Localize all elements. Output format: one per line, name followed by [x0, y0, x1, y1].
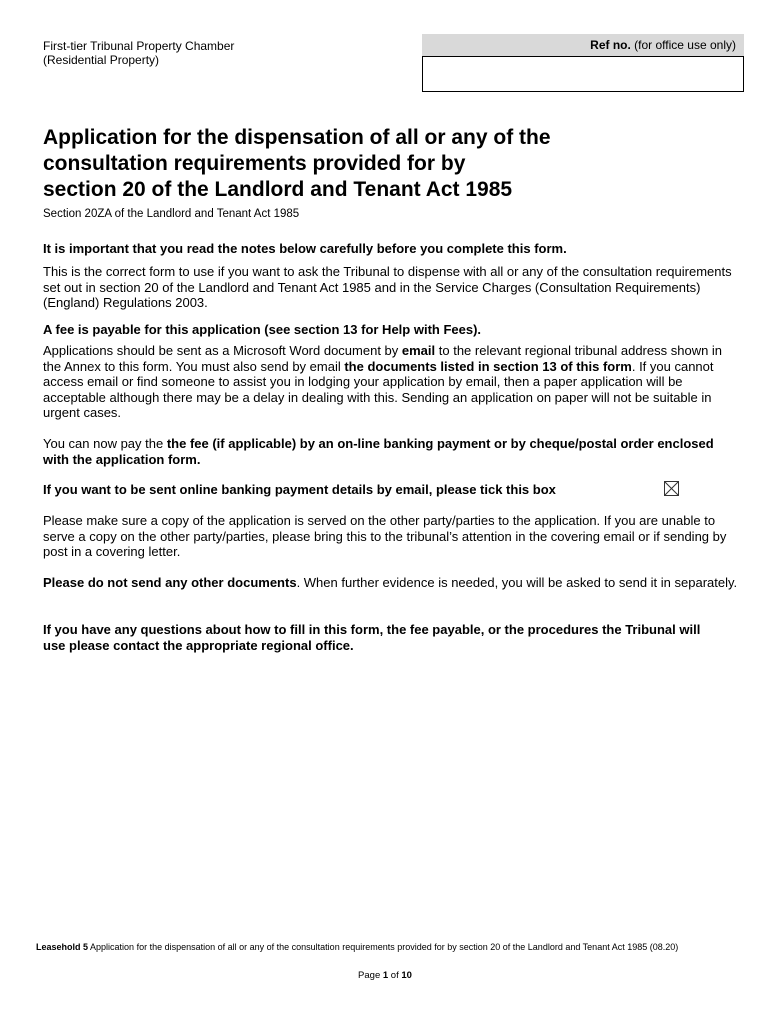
- subtitle: Section 20ZA of the Landlord and Tenant Act 1985: [43, 208, 300, 220]
- page-title: [43, 125, 683, 203]
- ref-no-header: [422, 34, 744, 56]
- questions-paragraph: If you have any questions about how to fill in this form, the fee payable, or the procedures the Tribunal will use please contact the appropriate regional office.: [43, 622, 701, 653]
- no-other-documents-paragraph: Please do not send any other documents. When further evidence is needed, you will be asked to send it in separately.: [43, 575, 738, 590]
- ref-no-note: (for office use only): [630, 38, 736, 52]
- online-banking-checkbox[interactable]: [664, 481, 679, 496]
- page-number: Page 1 of 10: [358, 970, 412, 981]
- correct-form-paragraph: This is the correct form to use if you want to ask the Tribunal to dispense with all or any of the consultation requirements set out in section 20 of the Landlord and Tenant Act 1985 and in the Service Charges (Consultation Requirements)(England) Regulations 2003.: [43, 264, 732, 310]
- title-line2: consultation requirements provided for by: [43, 152, 466, 175]
- ref-no-label: Ref no.: [590, 38, 631, 52]
- cross-icon: [665, 482, 678, 495]
- tick-box-label: If you want to be sent online banking payment details by email, please tick this box: [43, 482, 556, 497]
- title-line1: Application for the dispensation of all or any of the: [43, 126, 551, 149]
- tribunal-name-line1: First-tier Tribunal Property Chamber: [43, 39, 235, 53]
- important-notice: It is important that you read the notes below carefully before you complete this form.: [43, 241, 567, 256]
- form-footer: Leasehold 5 Application for the dispensation of all or any of the consultation requirements provided for by section 20 of the Landlord and Tenant Act 1985 (08.20): [36, 942, 679, 952]
- ref-no-field[interactable]: [422, 56, 744, 92]
- title-line3: section 20 of the Landlord and Tenant Act 1985: [43, 178, 513, 201]
- payment-paragraph: You can now pay the the fee (if applicable) by an on-line banking payment or by cheque/postal order enclosed with the application form.: [43, 436, 714, 467]
- serve-copy-paragraph: Please make sure a copy of the application is served on the other party/parties to the application. If you are unable to serve a copy on the other party/parties, please bring this to the tribunal’s attention in the covering email or if sending by post in a covering letter.: [43, 513, 727, 559]
- tribunal-name-line2: (Residential Property): [43, 53, 160, 67]
- applications-paragraph: Applications should be sent as a Microsoft Word document by email to the relevant regional tribunal address shown in the Annex to this form. You must also send by email the documents listed in section 13 of this form. If you cannot access email or find someone to assist you in lodging your application by email, then a paper application will be acceptable although there may be a delay in dealing with this. Sending an application on paper will not be suitable in urgent cases.: [43, 343, 723, 420]
- tribunal-name: [43, 39, 234, 67]
- fee-notice: A fee is payable for this application (see section 13 for Help with Fees).: [43, 322, 482, 337]
